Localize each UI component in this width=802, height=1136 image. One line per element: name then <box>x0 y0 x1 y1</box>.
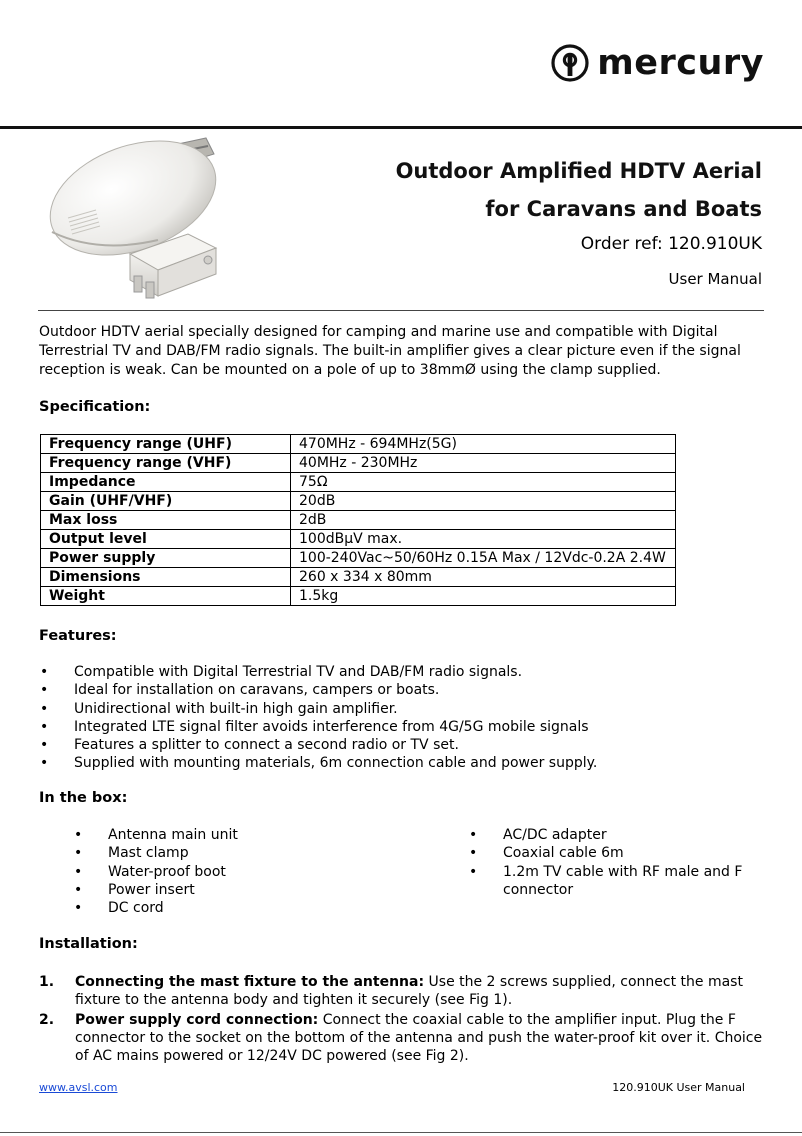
spec-row <box>41 530 676 549</box>
box-item: • Water-proof boot <box>108 863 438 881</box>
spec-row <box>41 492 676 511</box>
box-item: • AC/DC adapter <box>503 826 753 844</box>
spec-label: Frequency range (VHF) <box>41 454 291 473</box>
feature-item: • Unidirectional with built-in high gain amplifier. <box>74 700 764 718</box>
spec-label: Frequency range (UHF) <box>41 435 291 454</box>
box-item: • DC cord <box>108 899 438 917</box>
installation-step <box>39 973 769 1009</box>
spec-row <box>41 549 676 568</box>
step-text: Use the 2 screws supplied, connect the mast fixture to the antenna body and tighten it securely (see Fig 1). <box>75 974 743 1008</box>
spec-row <box>41 454 676 473</box>
feature-item: • Features a splitter to connect a second radio or TV set. <box>74 736 764 754</box>
spec-label: Impedance <box>41 473 291 492</box>
installation-steps <box>39 973 769 1067</box>
spec-label: Output level <box>41 530 291 549</box>
spec-value: 40MHz - 230MHz <box>291 454 676 473</box>
specification-heading: Specification: <box>39 399 151 415</box>
spec-value: 100-240Vac~50/60Hz 0.15A Max / 12Vdc-0.2A 2.4W <box>291 549 676 568</box>
brand-name: mercury <box>597 42 764 83</box>
spec-label: Gain (UHF/VHF) <box>41 492 291 511</box>
spec-value: 100dBµV max. <box>291 530 676 549</box>
installation-step <box>39 1011 769 1065</box>
spec-label: Weight <box>41 587 291 606</box>
box-item: • Power insert <box>108 881 438 899</box>
brand-logo <box>550 40 764 86</box>
features-list <box>74 663 764 773</box>
intro-paragraph: Outdoor HDTV aerial specially designed for camping and marine use and compatible with Digital Terrestrial TV and DAB/FM radio signals. The built-in amplifier gives a clear picture even if the signal reception is weak. Can be mounted on a pole of up to 38mmØ using the clamp supplied. <box>39 324 741 378</box>
spec-row <box>41 568 676 587</box>
feature-item: • Supplied with mounting materials, 6m connection cable and power supply. <box>74 754 764 772</box>
step-lead: Connecting the mast fixture to the antenna: <box>75 974 425 990</box>
spec-value: 260 x 334 x 80mm <box>291 568 676 587</box>
product-title-line-2: for Caravans and Boats <box>485 197 762 221</box>
step-number: 1. <box>39 974 55 990</box>
step-text: Connect the coaxial cable to the amplifier input. Plug the F connector to the socket on the bottom of the antenna and push the water-proof kit over it. Choice of AC mains powered or 12/24V DC powered (see Fig 2). <box>75 1012 763 1064</box>
spec-label: Max loss <box>41 511 291 530</box>
spec-row <box>41 511 676 530</box>
feature-item: • Compatible with Digital Terrestrial TV and DAB/FM radio signals. <box>74 663 764 681</box>
product-image <box>38 136 278 310</box>
footer-website-link[interactable]: www.avsl.com <box>39 1081 118 1094</box>
mercury-logo-icon <box>550 43 590 83</box>
in-the-box-heading: In the box: <box>39 790 128 806</box>
step-number: 2. <box>39 1012 55 1028</box>
installation-heading: Installation: <box>39 936 138 952</box>
product-divider <box>38 310 764 311</box>
spec-row <box>41 473 676 492</box>
step-lead: Power supply cord connection: <box>75 1012 319 1028</box>
spec-label: Dimensions <box>41 568 291 587</box>
feature-item: • Ideal for installation on caravans, campers or boats. <box>74 681 764 699</box>
spec-value: 470MHz - 694MHz(5G) <box>291 435 676 454</box>
spec-value: 20dB <box>291 492 676 511</box>
spec-value: 1.5kg <box>291 587 676 606</box>
features-heading: Features: <box>39 628 117 644</box>
document-type: User Manual <box>668 270 762 288</box>
specification-table <box>40 434 676 606</box>
product-title-line-1: Outdoor Amplified HDTV Aerial <box>395 159 762 183</box>
order-reference: Order ref: 120.910UK <box>580 234 762 254</box>
spec-label: Power supply <box>41 549 291 568</box>
spec-value: 2dB <box>291 511 676 530</box>
box-item: • Coaxial cable 6m <box>503 844 753 862</box>
box-item: • Antenna main unit <box>108 826 438 844</box>
spec-row <box>41 587 676 606</box>
footer-divider <box>0 1132 802 1133</box>
box-contents-left-list <box>108 826 438 917</box>
box-contents-right-list <box>503 826 753 899</box>
feature-item: • Integrated LTE signal filter avoids interference from 4G/5G mobile signals <box>74 718 764 736</box>
box-item: • Mast clamp <box>108 844 438 862</box>
spec-row <box>41 435 676 454</box>
box-item: • 1.2m TV cable with RF male and F connector <box>503 863 753 899</box>
header-divider <box>0 126 802 129</box>
spec-value: 75Ω <box>291 473 676 492</box>
footer-reference: 120.910UK User Manual <box>612 1081 745 1094</box>
